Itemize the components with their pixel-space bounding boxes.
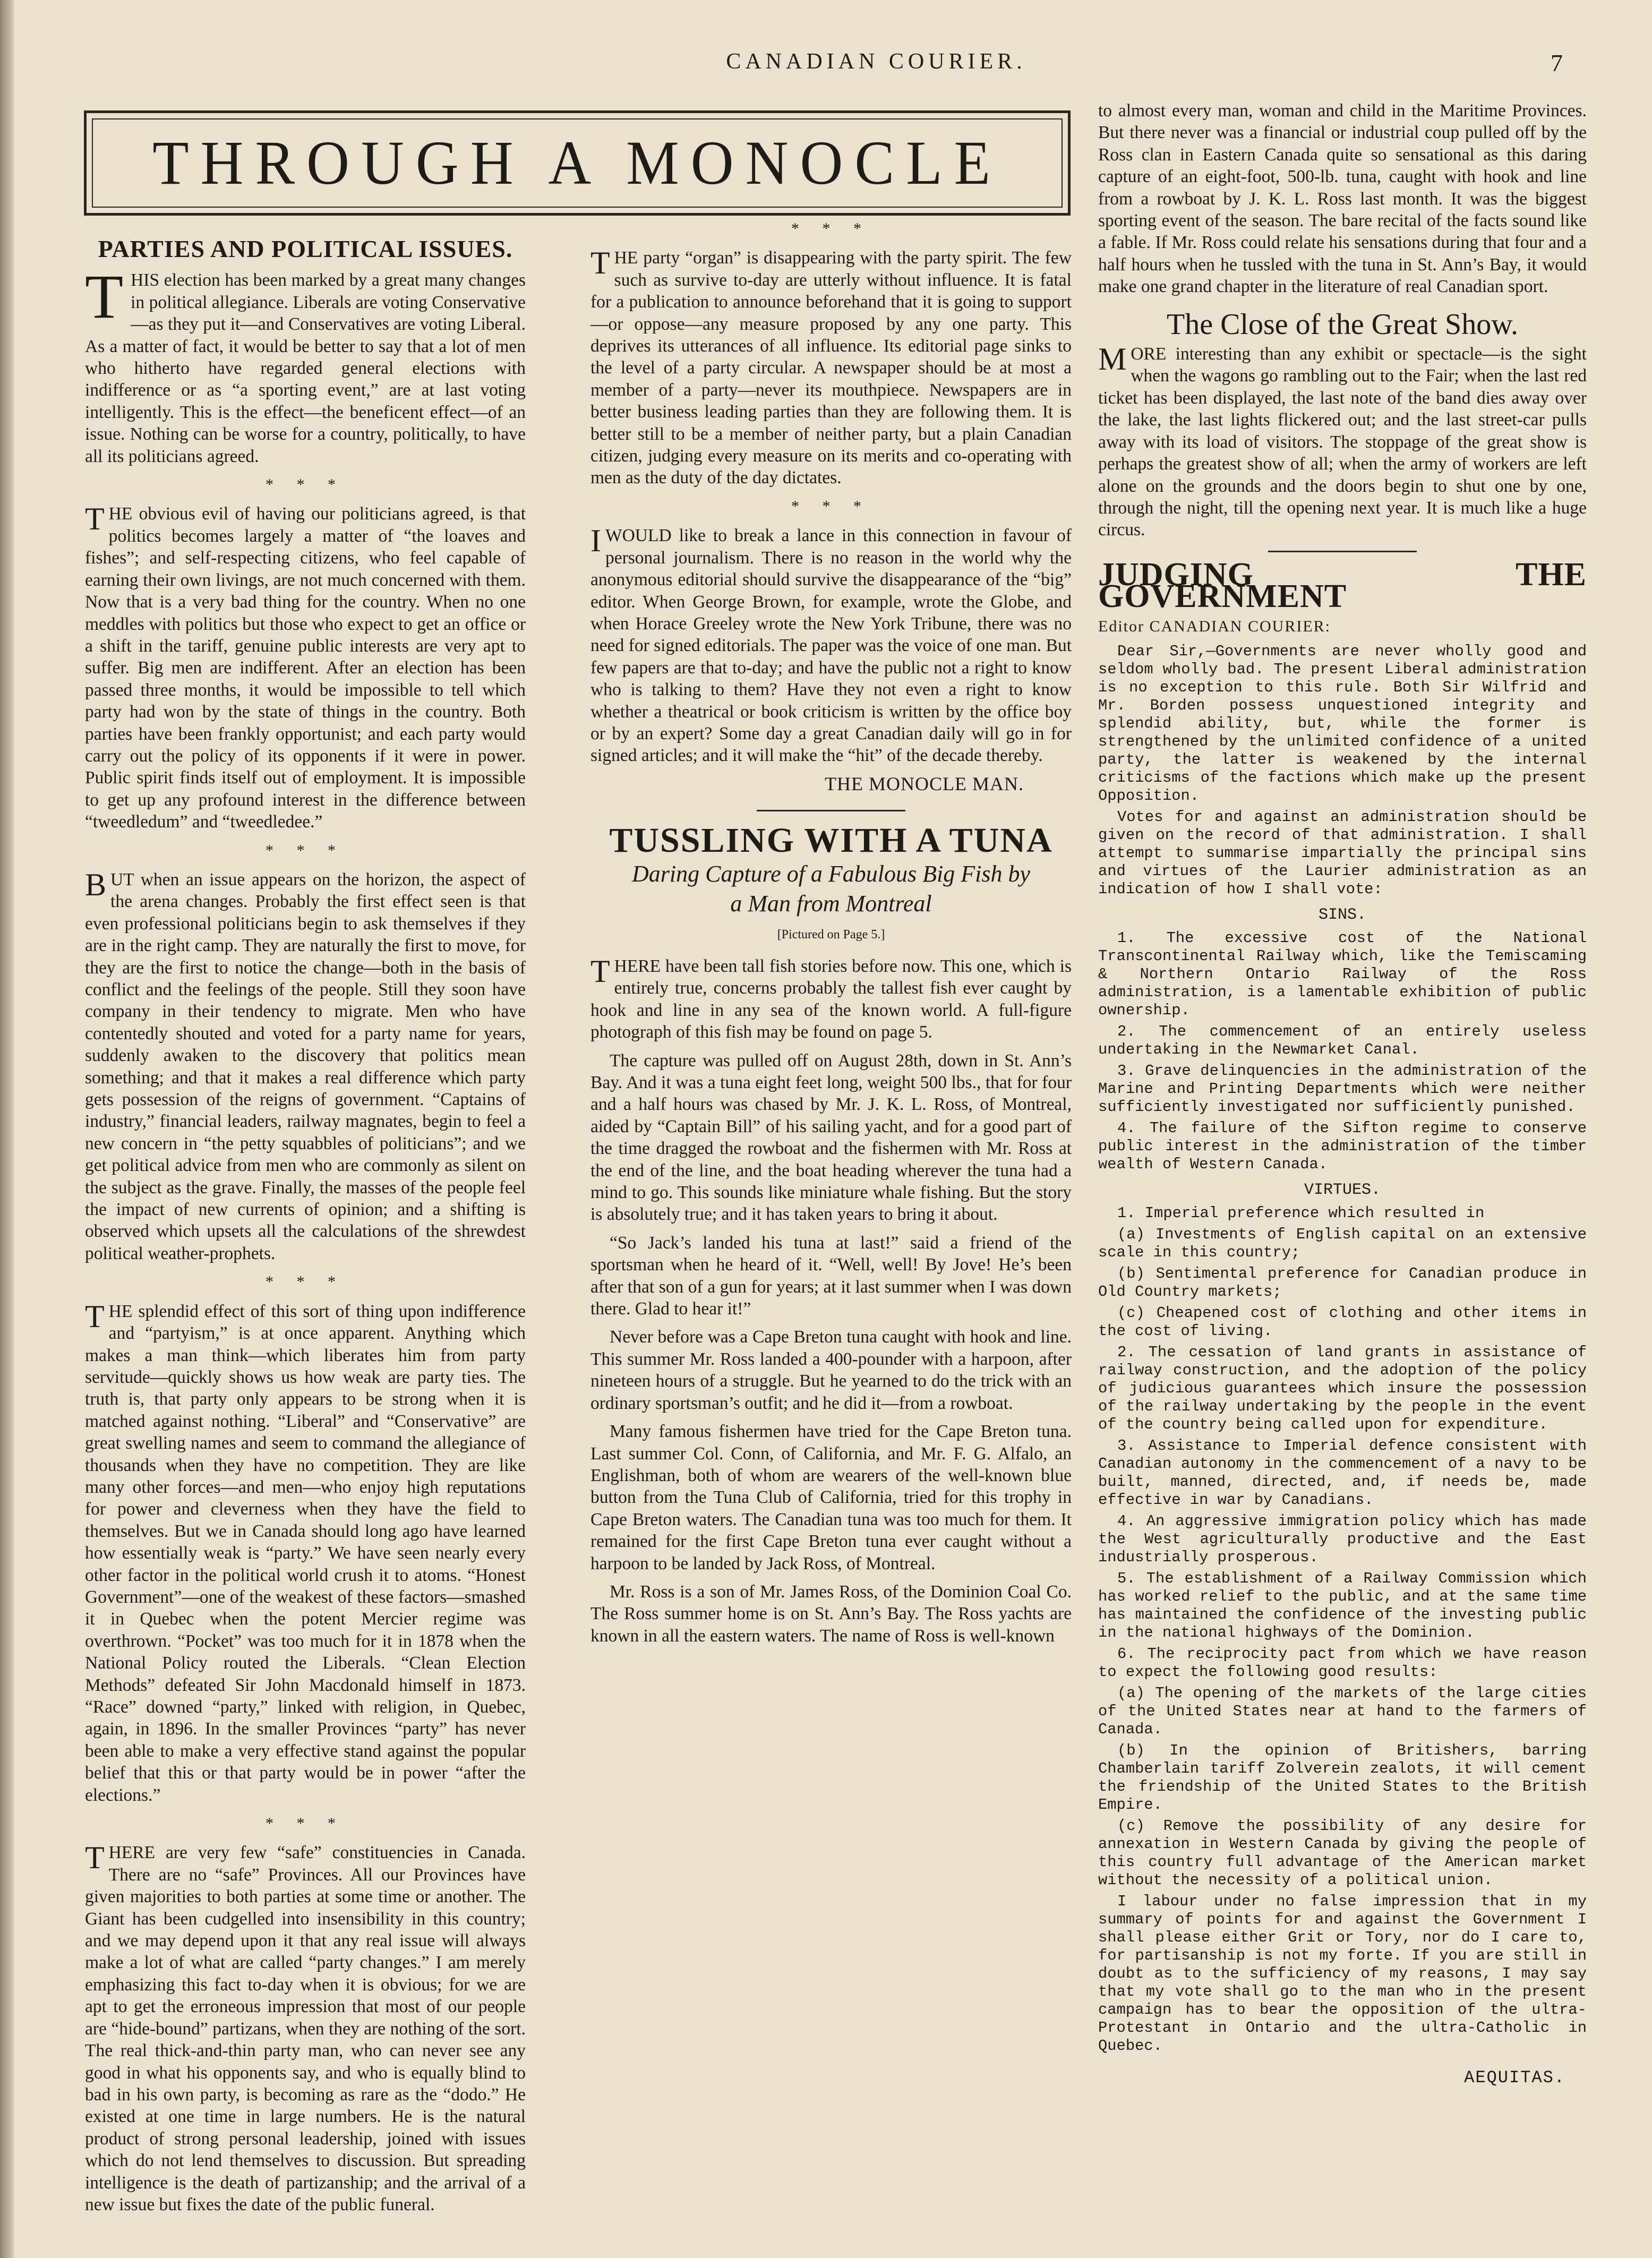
drop-cap: T [85,1298,105,1334]
tuna-paragraph: Never before was a Cape Breton tuna caught with hook and line. This summer Mr. Ross landed a 400-pounder with a harpoon, after nineteen hours of a struggle. But he yearned to do the trick with an ordinary sportsman’s outfit; and he did it—from a rowboat. [590,1327,1072,1413]
letter-signature: AEQUITAS. [1464,2067,1565,2088]
tuna-paragraph: “So Jack’s landed his tuna at last!” said a friend of the sportsman when he heard of it. “Well, well! By Jove! He’s been after that son of a gun for years; at it last summer when I was down there. Glad to hear it!” [590,1233,1072,1319]
tuna-subheading-line2: a Man from Montreal [730,890,932,917]
column-title: THROUGH A MONOCLE [152,128,1002,198]
virtue-item: (b) Sentimental preference for Canadian produce in Old Country markets; [1098,1264,1587,1301]
paragraph-splendid-effect [85,1298,526,1806]
letter-addressee: Editor CANADIAN COURIER: [1098,617,1331,635]
sin-item: 3. Grave delinquencies in the administration of the Marine and Printing Departments which were neither sufficiently investigated nor sufficiently punished. [1098,1062,1587,1116]
paragraph-obvious-evil [85,503,526,833]
drop-cap: B [85,867,107,902]
paragraph-text: WOULD like to break a lance in this connection in favour of personal journalism. There is no reason in the world why the anonymous editorial should survive the disappearance of the “big” editor. When George Brown, for example, wrote the Globe, and when Horace Greeley wrote the New York Tribune, there was no need for signed editorials. The paper was the voice of one man. But few papers are that to-day; and have the public not a right to know who is talking to them? Have they not even a right to know whether a theatrical or book criticism is written by the office boy or by an expert? Some day a great Canadian daily will go in for signed articles; and it will make the “hit” of the decade thereby. [590,526,1072,766]
paragraph-text: HERE are very few “safe” constituencies in Canada. There are no “safe” Provinces. All our Provinces have given majorities to both parties at some time or another. The Giant has been cudgelled into insensibility in this country; and we may depend upon it that any real issue will always make a lot of what are called “party changes.” I am merely emphasizing this fact to-day when it is obvious; for we are apt to get the erroneous impression that most of our people are “hide-bound” partizans, when they are nothing of the sort. The real thick-and-thin party man, who can never see any good in what his opponents say, and who is equally blind to bad in his own party, is becoming as rare as the “dodo.” He existed at one time in large numbers. He is the natural product of strong personal leadership, joined with issues which do not lend themselves to discussion. But spreading intelligence is the death of partizanship; and the arrival of a new issue but fixes the date of the public funeral. [85,1843,526,2214]
drop-cap: T [590,953,610,989]
section-break-stars: * * * [266,476,345,494]
drop-cap: T [590,245,610,281]
virtue-item: 2. The cessation of land grants in assistance of railway construction, and the adoption of the policy of judicious guarantees which insure the possession of the railway undertaking by the people in the event of the country being called upon for expenditure. [1098,1343,1587,1433]
page-number: 7 [1551,49,1563,76]
drop-cap: I [590,523,601,559]
tuna-paragraph [590,955,1072,1044]
tuna-paragraph: The capture was pulled off on August 28th, down in St. Ann’s Bay. And it was a tuna eight feet long, weight 500 lbs., that for four and a half hours was chased by Mr. J. K. L. Ross, of Montreal, aided by “Captain Bill” of his sailing yacht, and for a good part of the time dragged the rowboat and the fishermen with Mr. Ross at the end of the line, and the boat heading wherever the tuna had a mind to go. This sounds like miniature whale fishing. But the story is absolutely true; and it has taken years to bring it about. [590,1050,1072,1225]
section-divider [757,810,905,811]
virtue-item: (c) Cheapened cost of clothing and other items in the cost of living. [1098,1304,1587,1340]
paragraph-text: HE splendid effect of this sort of thing upon indifference and “partyism,” is at once apparent. Anything which makes a man think—which liberates him from party servitude—quickly shows us how weak are party ties. The truth is, that party only appears to be strong when it is matched against nothing. “Liberal” and “Conservative” are great swelling names and seem to command the allegiance of thousands when they have no competition. They are like many other forces—and men—who enjoy high reputations for power and cleverness when they have the field to themselves. But we in Canada should long ago have learned how essentially weak is “party.” We have seen nearly every other factor in the political world crush it to atoms. “Honest Government”—one of the weakest of these factors—smashed it in Quebec when the potent Mercier regime was overthrown. “Pocket” was too much for it in 1878 when the National Policy routed the Liberals. “Clean Election Methods” defeated Sir John Macdonald himself in 1873. “Race” downed “party,” linked with religion, in Quebec, again, in 1896. In the smaller Provinces “party” has never been able to make a very effective stand against the popular belief that this or that party would be in power “after the elections.” [85,1301,526,1805]
drop-cap: M [1098,341,1127,377]
tuna-paragraph: Mr. Ross is a son of Mr. James Ross, of the Dominion Coal Co. The Ross summer home is on St. Ann’s Bay. The Ross yachts are known in all the eastern waters. The name of Ross is well-known [590,1581,1072,1646]
sin-item: 1. The excessive cost of the National Transcontinental Railway which, like the Temiscaming & Northern Ontario Railway of the Ross administration, is a lamentable exhibition of public ownership. [1098,929,1587,1019]
paragraph-text: UT when an issue appears on the horizon, the aspect of the arena changes. Probably the first effect seen is that even professional politicians begin to ask themselves if they are in the right camp. They are naturally the first to move, for they are the first to notice the change—both in the basis of conflict and the feelings of the people. Still they soon have company in their tendency to migrate. Men who have contentedly shouted and voted for a party name for years, suddenly awaken to the discovery that politics mean something; and that it makes a real difference which party gets possession of the reigns of government. “Captains of industry,” financial leaders, railway magnates, begin to feel a new concern in “the petty squabbles of politicians”; and we get political advice from men who are commonly as silent on the subject as the grave. Finally, the masses of the people feel the impact of new currents of opinion; and a shifting is observed which upsets all the calculations of the shrewdest political weather-prophets. [85,869,526,1263]
paragraph-text: HE obvious evil of having our politicians agreed, is that politics becomes largely a matter of “the loaves and fishes”; and self-respecting citizens, who feel capable of earning their own livings, are not much concerned with them. Now that is a very bad thing for the country. When no one meddles with politics but those who expect to get an office or a shift in the tariff, genuine public interests are very apt to suffer. Big men are indifferent. After an election has been passed three months, it would be impossible to tell which party had won by the state of things in the country. Both parties have been frankly opportunist; and each party would carry out the policy of its opponents if it were in power. Public spirit finds itself out of employment. It is impossible to get up any profound interest in the difference between “tweedledum” and “tweedledee.” [85,504,526,832]
letter-body [1098,643,1587,2087]
column-right [1098,100,1587,2087]
paragraph-text: HERE have been tall fish stories before now. This one, which is entirely true, concerns probably the tallest fish ever caught by hook and line in any sea of the known world. A full-figure photograph of this fish may be found on page 5. [590,956,1072,1042]
virtue-item: 3. Assistance to Imperial defence consistent with Canadian autonomy in the commencement of a navy to be built, manned, directed, and, if needs be, made effective in war by Canadians. [1098,1436,1587,1509]
column-title-inner-frame [92,118,1063,208]
paragraph-election [85,262,526,467]
page-binding-edge [0,0,14,2258]
virtue-item: 6. The reciprocity pact from which we have reason to expect the following good results: [1098,1645,1587,1681]
column-title-box [84,110,1071,216]
virtue-item: (a) Investments of English capital on an extensive scale in this country; [1098,1225,1587,1261]
section-heading-parties: PARTIES AND POLITICAL ISSUES. [98,235,513,262]
section-divider [1268,551,1417,552]
pictured-note: [Pictured on Page 5.] [777,927,885,942]
paragraph-safe-constituencies [85,1842,526,2216]
drop-cap: T [85,262,124,332]
sins-heading: SINS. [1318,905,1366,924]
running-title: CANADIAN COURIER. [726,49,1026,74]
paragraph-text: HIS election has been marked by a great many changes in political allegiance. Liberals are voting Conservative—as they put it—and Conservatives are voting Liberal. As a matter of fact, it would be better to say that a lot of men who hitherto have regarded general elections with indifference or as “a sporting event,” are at last voting intelligently. This is the effect—the beneficent effect—of an issue. Nothing can be worse for a country, politically, to have all its politicians agreed. [85,270,526,466]
great-show-paragraph [1098,343,1587,541]
letter-intro: Votes for and against an administration should be given on the record of that administration. I shall attempt to summarise impartially the principal sins and virtues of the Laurier administration as an indication of how I shall vote: [1098,808,1587,898]
tuna-subheading-line1: Daring Capture of a Fabulous Big Fish by [631,860,1031,887]
monocle-signature: THE MONOCLE MAN. [825,773,1024,794]
section-break-stars: * * * [266,1815,345,1833]
virtue-item: 4. An aggressive immigration policy which has made the West agriculturally productive and the East industrially prosperous. [1098,1512,1587,1566]
paragraph-party-organ [590,247,1072,489]
sin-item: 4. The failure of the Sifton regime to conserve public interest in the administration of the timber wealth of Western Canada. [1098,1119,1587,1173]
virtue-item: 1. Imperial preference which resulted in [1117,1204,1485,1222]
great-show-heading: The Close of the Great Show. [1167,307,1518,341]
paragraph-text: ORE interesting than any exhibit or spectacle—is the sight when the wagons go rambling out to the Fair; when the last red ticket has been displayed, the last note of the band dies away over the lake, the last lights flickered out; and the last street-car pulls away with its load of visitors. The stoppage of the great show is perhaps the greatest show of all; when the army of workers are left alone on the grounds and the doors begin to shut one by one, through the night, till the opening next year. It is much like a huge circus. [1098,344,1587,540]
virtues-heading: VIRTUES. [1304,1181,1381,1199]
virtue-item: (c) Remove the possibility of any desire for annexation in Western Canada by giving the people of this country full advantage of the American market without the necessity of a political union. [1098,1817,1587,1889]
virtue-item: (b) In the opinion of Britishers, barring Chamberlain tariff Zolverein zealots, it will cement the friendship of the United States to the British Empire. [1098,1741,1587,1814]
section-break-stars: * * * [791,497,871,515]
paragraph-text: HE party “organ” is disappearing with the party spirit. The few such as survive to-day are utterly without influence. It is fatal for a publication to announce beforehand that it is going to support—or oppose—any measure proposed by any one party. This deprives its utterances of all influence. Its editorial page sinks to the level of a party circular. A newspaper should be at most a member of a party—never its mouthpiece. Newspapers are in better business leading parties than they are following them. It is better still to be a member of neither party, but a plain Canadian citizen, judging every measure on its merits and co-operating with men as the duty of the day dictates. [590,248,1072,488]
section-break-stars: * * * [266,1273,345,1291]
paragraph-personal-journalism [590,525,1072,766]
paragraph-issue-appears [85,869,526,1264]
column-middle [590,212,1072,1653]
section-break-stars: * * * [791,220,871,237]
drop-cap: T [85,501,105,537]
sin-item: 2. The commencement of an entirely useless undertaking in the Newmarket Canal. [1098,1022,1587,1058]
tuna-subheading [590,859,1072,919]
drop-cap: T [85,1840,105,1876]
section-break-stars: * * * [266,841,345,859]
letter-closing: I labour under no false impression that in my summary of points for and against the Government I shall please either Grit or Tory, nor do I care to, for partisanship is not my forte. If you are still in doubt as to the sufficiency of my reasons, I may say that my vote shall go to the man who in the present campaign has to bear the opposition of the ultra-Protestant in Ontario and the ultra-Catholic in Quebec. [1098,1892,1587,2055]
tuna-heading: TUSSLING WITH A TUNA [609,821,1053,860]
column-left [85,235,526,2222]
tuna-paragraph-continued: to almost every man, woman and child in the Maritime Provinces. But there never was a financial or industrial coup pulled off by the Ross clan in Eastern Canada quite so sensational as this daring capture of an eight-foot, 500-lb. tuna, caught with hook and line from a rowboat by J. K. L. Ross last month. It was the biggest sporting event of the season. The bare recital of the facts sound like a fable. If Mr. Ross could relate his sensations during that four and a half hours when he tussled with the tuna in St. Ann’s Bay, it would make one grand chapter in the literature of real Canadian sport. [1098,101,1587,297]
virtue-item: (a) The opening of the markets of the large cities of the United States near at hand to the farmers of Canada. [1098,1684,1587,1738]
virtue-item: 5. The establishment of a Railway Commission which has worked relief to the public, and at the same time has maintained the confidence of the investing public in the national highways of the Dominion. [1098,1569,1587,1641]
judging-heading: JUDGING THE GOVERNMENT [1098,556,1587,615]
tuna-paragraph: Many famous fishermen have tried for the Cape Breton tuna. Last summer Col. Conn, of California, and Mr. F. G. Alfalo, an Englishman, both of whom are wearers of the well-known blue button from the Tuna Club of California, tried for this trophy in Cape Breton waters. The Canadian tuna was too much for them. It remained for the first Cape Breton tuna ever caught without a harpoon to be landed by Jack Ross, of Montreal. [590,1422,1072,1573]
letter-intro: Dear Sir,—Governments are never wholly good and seldom wholly bad. The present Liberal administration is no exception to this rule. Both Sir Wilfrid and Mr. Borden possess unquestioned integrity and splendid ability, but, while the former is strengthened by the unlimited confidence of a united party, the latter is weakened by the internal criticisms of the factions which make up the present Opposition. [1098,642,1587,805]
